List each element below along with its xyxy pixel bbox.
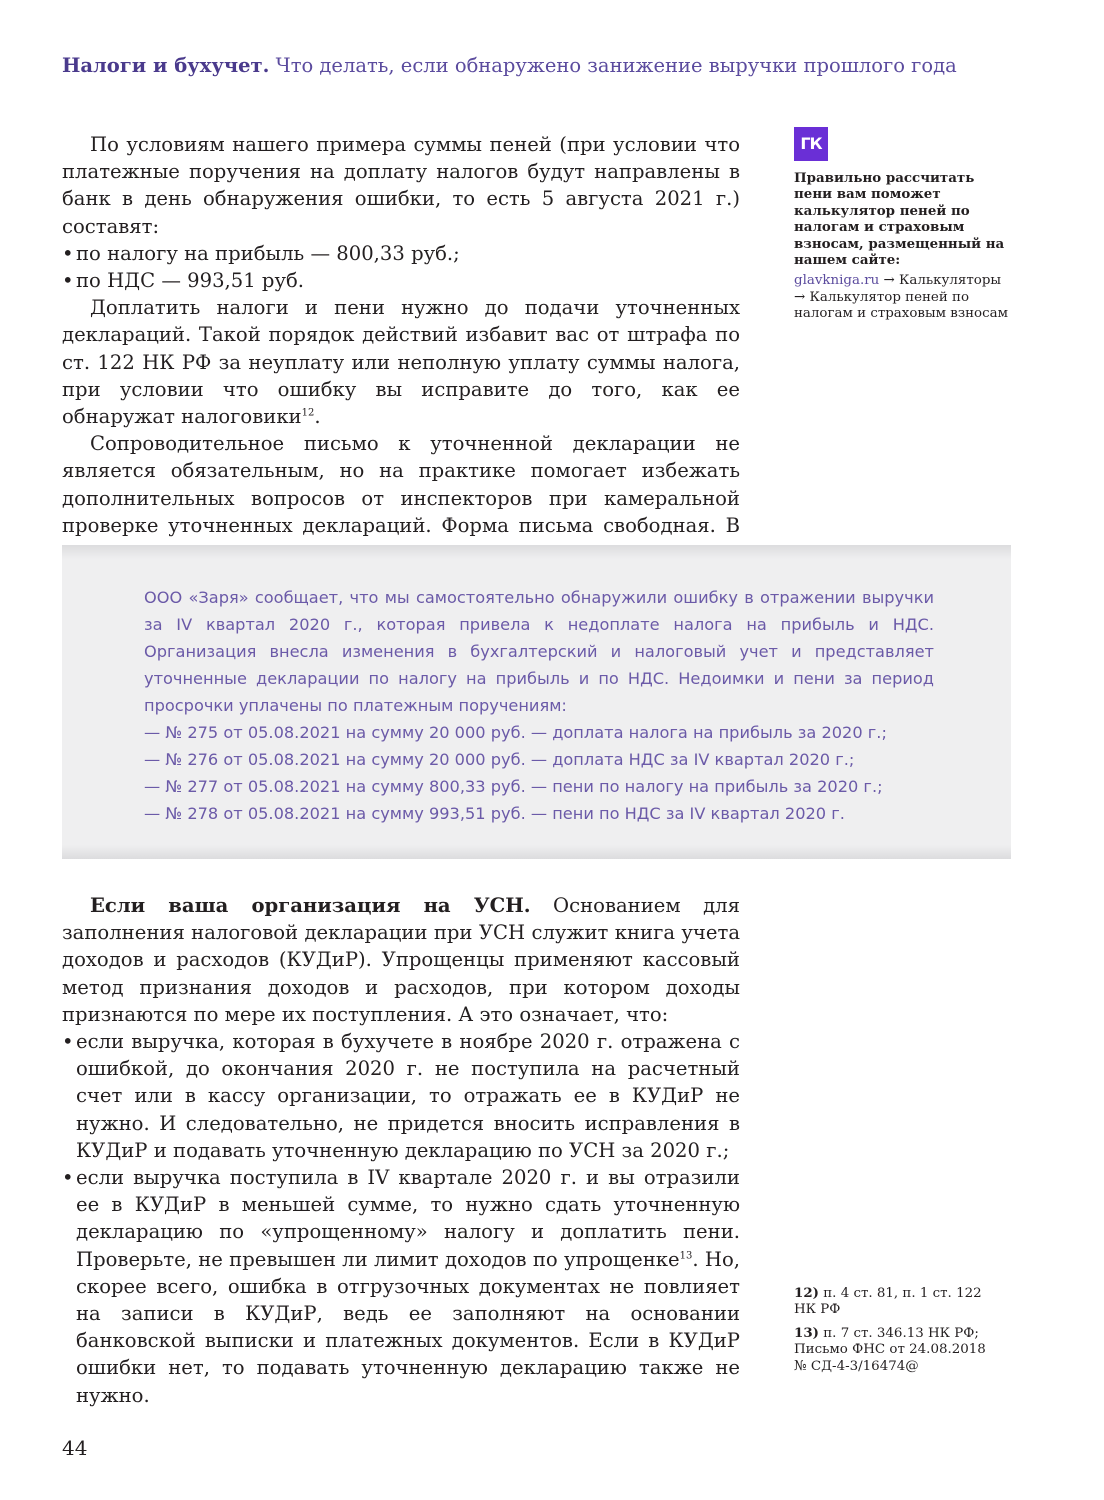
sidebar-nav-calculators: Калькуляторы bbox=[899, 273, 1002, 289]
letter-line: — № 275 от 05.08.2021 на сумму 20 000 руб. — доплата налога на прибыль за 2020 г.; bbox=[144, 723, 887, 742]
footnote-ref-12: 12 bbox=[301, 407, 315, 419]
paragraph-pay-before bbox=[62, 294, 740, 430]
letter-intro: ООО «Заря» сообщает, что мы самостоятельно обнаружили ошибку в отражении выручки за IV квартал 2020 г., которая привела к недоплате налога на прибыль и НДС. Организация внесла изменения в бухгалтерский и налоговый учет и представляет уточненные декларации по налогу на прибыль и по НДС. Недоимки и пени за период просрочки уплачены по платежным поручениям: bbox=[144, 588, 934, 715]
bullet-usn-2-text-a: если выручка поступила в IV квартале 2020 г. и вы отразили ее в КУДиР в меньшей сумме, то нужно сдать уточненную декларацию по «упрощенному» налогу и доплатить пени. Проверьте, не превышен ли лимит доходов по упрощенке bbox=[76, 1166, 740, 1271]
sidebar-note bbox=[794, 127, 1014, 323]
footnote-13 bbox=[794, 1325, 994, 1375]
bullet-vat: • по НДС — 993,51 руб. bbox=[62, 267, 740, 294]
running-header bbox=[62, 54, 1062, 77]
sidebar-site-link[interactable]: glavkniga.ru bbox=[794, 273, 880, 289]
header-section: Налоги и бухучет. bbox=[62, 54, 270, 77]
footnote-text: п. 7 ст. 346.13 НК РФ; Письмо ФНС от 24.08.2018 № СД-4-3/16474@ bbox=[794, 1326, 986, 1374]
glavkniga-logo-icon: ГК bbox=[794, 127, 828, 161]
top-text bbox=[62, 131, 740, 566]
footnote-12 bbox=[794, 1285, 994, 1319]
letter-line: — № 278 от 05.08.2021 на сумму 993,51 руб. — пени по НДС за IV квартал 2020 г. bbox=[144, 804, 845, 823]
arrow-right-icon: → bbox=[883, 273, 895, 289]
bottom-text bbox=[62, 892, 740, 1409]
page-number: 44 bbox=[62, 1436, 88, 1460]
bullet-usn-1: • если выручка, которая в бухучете в ноябре 2020 г. отражена с ошибкой, до окончания 2020 г. не поступила на расчетный счет или в кассу организации, то отражать ее в КУДиР не нужно. И следовательно, не придется вносить исправления в КУДиР и подавать уточненную декларацию по УСН за 2020 г.; bbox=[62, 1028, 740, 1164]
footnote-ref-13: 13 bbox=[679, 1250, 693, 1262]
paragraph-penalties: По условиям нашего примера суммы пеней (при условии что платежные поручения на доплату налогов будут направлены в банк в день обнаружения ошибки, то есть 5 августа 2021 г.) составят: bbox=[62, 133, 740, 238]
footnote-number: 13) bbox=[794, 1325, 819, 1341]
paragraph-usn bbox=[62, 892, 740, 1028]
arrow-right-icon: → bbox=[794, 289, 806, 305]
bullet-usn-2-text-b: . Но, скорее всего, ошибка в отгрузочных документах не повлияет на записи в КУДиР, ведь ее заполняют на основании банковской выписки и платежных документов. Если в КУДиР ошибки нет, то подавать уточненную декларацию также не нужно. bbox=[76, 1247, 740, 1407]
paragraph-cover-letter: Сопроводительное письмо к уточненной декларации не является обязательным, но на практике помогает избежать дополнительных вопросов от инспекторов при камеральной проверке уточненных деклараций. Форма письма свободная. В bbox=[62, 432, 740, 537]
letter-text bbox=[144, 584, 934, 827]
sidebar-nav-calculator: Калькулятор пеней по налогам и страховым взносам bbox=[794, 289, 1009, 322]
paragraph-pay-before-end: . bbox=[314, 405, 321, 429]
letter-line: — № 277 от 05.08.2021 на сумму 800,33 руб. — пени по налогу на прибыль за 2020 г.; bbox=[144, 777, 883, 796]
letter-line: — № 276 от 05.08.2021 на сумму 20 000 руб. — доплата НДС за IV квартал 2020 г.; bbox=[144, 750, 855, 769]
footnote-text: п. 4 ст. 81, п. 1 ст. 122 НК РФ bbox=[794, 1286, 982, 1318]
header-title: Что делать, если обнаружено занижение выручки прошлого года bbox=[275, 54, 957, 77]
sidebar-path bbox=[794, 273, 1014, 322]
paragraph-pay-before-text: Доплатить налоги и пени нужно до подачи уточненных деклараций. Такой порядок действий избавит вас от штрафа по ст. 122 НК РФ за неуплату или неполную уплату суммы налога, при условии что ошибку вы исправите до того, как ее обнаружат налоговики bbox=[62, 296, 740, 429]
paragraph-usn-text: Основанием для заполнения налоговой декларации при УСН служит книга учета доходов и расходов (КУДиР). Упрощенцы применяют кассовый метод признания доходов и расходов, при котором доходы признаются по мере их поступления. А это означает, что: bbox=[62, 894, 740, 1026]
bullet-profit-tax: • по налогу на прибыль — 800,33 руб.; bbox=[62, 240, 740, 267]
footnote-number: 12) bbox=[794, 1285, 819, 1301]
bullet-usn-2 bbox=[62, 1164, 740, 1409]
sidebar-note-title: Правильно рассчитать пени вам поможет калькулятор пеней по налогам и страховым взносам, размещенный на нашем сайте: bbox=[794, 170, 1005, 269]
paragraph-usn-lead: Если ваша организация на УСН. bbox=[90, 894, 531, 917]
letter-callout bbox=[62, 545, 1011, 859]
